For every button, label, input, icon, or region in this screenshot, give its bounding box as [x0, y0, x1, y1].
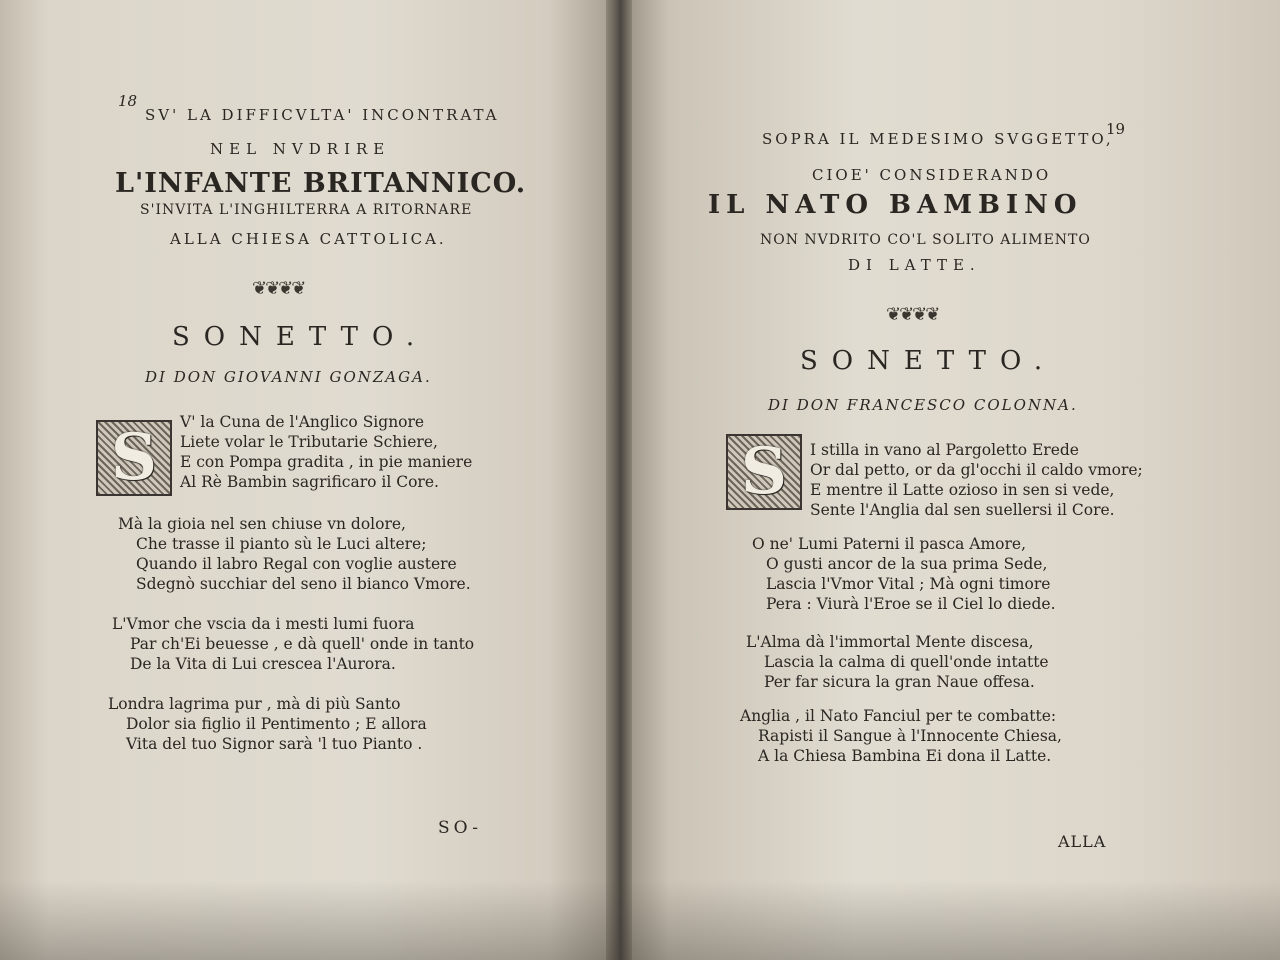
verse-line: Pera : Viurà l'Eroe se il Ciel lo diede. — [766, 595, 1056, 613]
verse-line: L'Alma dà l'immortal Mente discesa, — [746, 633, 1034, 651]
left-ornament: ❦❦❦❦ — [252, 278, 305, 299]
left-heading-line2: NEL NVDRIRE — [210, 140, 391, 158]
right-heading-line2: CIOE' CONSIDERANDO — [812, 166, 1052, 184]
verse-line: Per far sicura la gran Naue offesa. — [764, 673, 1035, 691]
page-shadow — [0, 880, 1280, 960]
left-stanza-4 — [108, 694, 427, 754]
left-drop-cap: S — [96, 420, 172, 496]
right-sonetto-heading: SONETTO. — [800, 346, 1057, 376]
verse-line: Or dal petto, or da gl'occhi il caldo vmore; — [810, 461, 1143, 479]
verse-line: Anglia , il Nato Fanciul per te combatte: — [740, 707, 1057, 725]
right-title: IL NATO BAMBINO — [708, 190, 1083, 220]
right-catchword: ALLA — [1058, 832, 1107, 851]
book-gutter — [606, 0, 632, 960]
right-heading-line1: SOPRA IL MEDESIMO SVGGETTO, — [762, 130, 1114, 148]
verse-line: Sdegnò succhiar del seno il bianco Vmore. — [136, 575, 471, 593]
verse-line: Che trasse il pianto sù le Luci altere; — [136, 535, 427, 553]
left-title: L'INFANTE BRITANNICO. — [115, 168, 527, 199]
right-stanza-2 — [752, 534, 1056, 614]
left-catchword: SO- — [438, 818, 482, 838]
verse-line: Sente l'Anglia dal sen suellersi il Core. — [810, 501, 1115, 519]
verse-line: Par ch'Ei beuesse , e dà quell' onde in tanto — [130, 635, 475, 653]
verse-line: Lascia la calma di quell'onde intatte — [764, 653, 1049, 671]
verse-line: Liete volar le Tributarie Schiere, — [180, 433, 438, 451]
right-stanza-4 — [740, 706, 1062, 766]
verse-line: I stilla in vano al Pargoletto Erede — [810, 441, 1079, 459]
verse-line: E con Pompa gradita , in pie maniere — [180, 453, 473, 471]
left-sonetto-heading: SONETTO. — [172, 322, 429, 352]
verse-line: V' la Cuna de l'Anglico Signore — [180, 413, 425, 431]
right-author: DI DON FRANCESCO COLONNA. — [768, 396, 1078, 414]
left-stanza-3 — [112, 614, 474, 674]
right-stanza-1 — [810, 440, 1143, 520]
verse-line: Mà la gioia nel sen chiuse vn dolore, — [118, 515, 406, 533]
verse-line: De la Vita di Lui crescea l'Aurora. — [130, 655, 396, 673]
verse-line: O ne' Lumi Paterni il pasca Amore, — [752, 535, 1027, 553]
left-stanza-2 — [118, 514, 471, 594]
right-subtitle-line1: NON NVDRITO CO'L SOLITO ALIMENTO — [760, 232, 1091, 248]
right-ornament: ❦❦❦❦ — [886, 304, 939, 325]
left-heading-line1: SV' LA DIFFICVLTA' INCONTRATA — [145, 106, 500, 124]
left-author: DI DON GIOVANNI GONZAGA. — [145, 368, 432, 386]
verse-line: E mentre il Latte ozioso in sen si vede, — [810, 481, 1115, 499]
left-stanza-1 — [180, 412, 472, 492]
left-subtitle-line1: S'INVITA L'INGHILTERRA A RITORNARE — [140, 202, 473, 218]
verse-line: Quando il labro Regal con voglie austere — [136, 555, 457, 573]
right-subtitle-line2: DI LATTE. — [848, 256, 981, 274]
left-subtitle-line2: ALLA CHIESA CATTOLICA. — [170, 230, 447, 248]
verse-line: Londra lagrima pur , mà di più Santo — [108, 695, 401, 713]
verse-line: Vita del tuo Signor sarà 'l tuo Pianto . — [126, 735, 423, 753]
verse-line: Dolor sia figlio il Pentimento ; E allora — [126, 715, 427, 733]
verse-line: Rapisti il Sangue à l'Innocente Chiesa, — [758, 727, 1062, 745]
verse-line: Al Rè Bambin sagrificaro il Core. — [180, 473, 439, 491]
verse-line: O gusti ancor de la sua prima Sede, — [766, 555, 1048, 573]
page-number-left: 18 — [118, 92, 138, 110]
page-number-right: 19 — [1106, 120, 1126, 138]
verse-line: Lascia l'Vmor Vital ; Mà ogni timore — [766, 575, 1051, 593]
right-drop-cap: S — [726, 434, 802, 510]
verse-line: L'Vmor che vscia da i mesti lumi fuora — [112, 615, 415, 633]
verse-line: A la Chiesa Bambina Ei dona il Latte. — [758, 747, 1052, 765]
right-stanza-3 — [746, 632, 1049, 692]
